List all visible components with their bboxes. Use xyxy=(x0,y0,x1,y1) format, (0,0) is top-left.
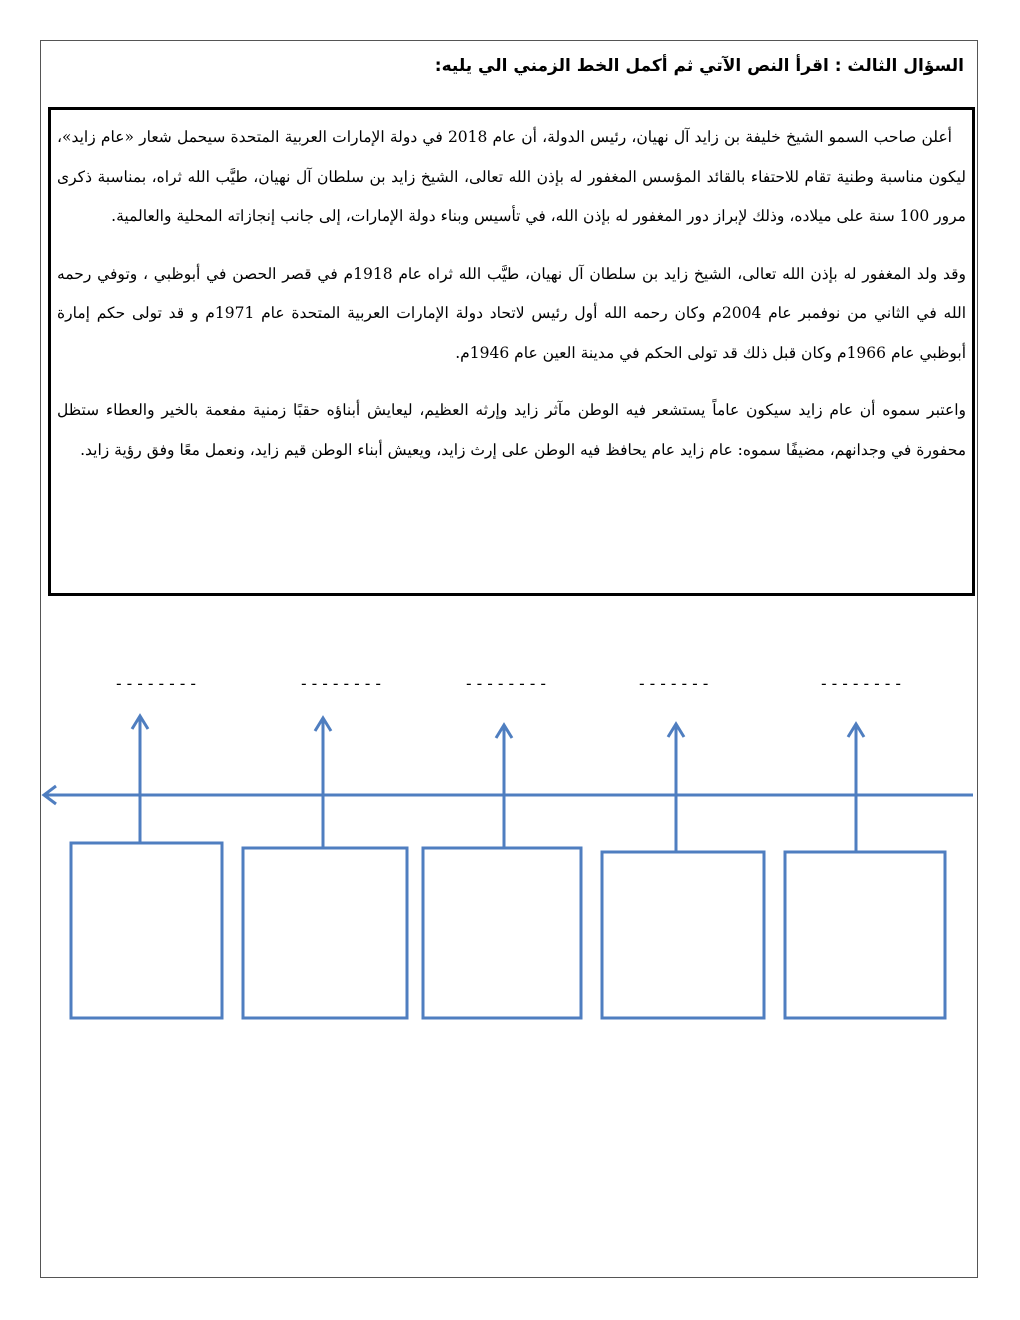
timeline-axis xyxy=(44,786,973,804)
timeline-diagram xyxy=(0,600,1020,1040)
timeline-arrow-2 xyxy=(315,718,331,848)
question-title: السؤال الثالث : اقرأ النص الآتي ثم أكمل الخط الزمني الي يليه: xyxy=(434,56,964,76)
reading-passage xyxy=(48,107,975,596)
timeline-box-5[interactable] xyxy=(785,852,945,1018)
timeline-blank-2[interactable]: -------- xyxy=(299,674,385,693)
timeline-blank-3[interactable]: -------- xyxy=(464,674,550,693)
timeline-arrow-3 xyxy=(496,725,512,848)
timeline-blank-4[interactable]: ------- xyxy=(637,674,712,693)
timeline-arrow-5 xyxy=(848,724,864,852)
timeline-box-1[interactable] xyxy=(71,843,222,1018)
passage-paragraph-3: واعتبر سموه أن عام زايد سيكون عاماً يستشعر فيه الوطن مآثر زايد وإرثه العظيم، ليعايش أبناؤه حقبًا زمنية مفعمة بالخير والعطاء ستظل محفورة في وجدانهم، مضيفًا سموه: عام زايد عام يحافظ فيه الوطن على إرث زايد، ويعيش أبناء الوطن قيم زايد، ونعمل معًا وفق رؤية زايد. xyxy=(57,401,966,459)
timeline-arrow-1 xyxy=(132,716,148,842)
passage-paragraph-2: وقد ولد المغفور له بإذن الله تعالى، الشيخ زايد بن سلطان آل نهيان، طيَّب الله ثراه عام 1918م في قصر الحصن في أبوظبي ، وتوفي رحمه الله في الثاني من نوفمبر عام 2004م وكان رحمه الله أول رئيس لاتحاد دولة الإمارات العربية المتحدة عام 1971م و قد تولى حكم إمارة أبوظبي عام 1966م وكان قبل ذلك قد تولى الحكم في مدينة العين عام 1946م. xyxy=(57,264,966,362)
timeline-box-2[interactable] xyxy=(243,848,407,1018)
timeline-box-4[interactable] xyxy=(602,852,764,1018)
timeline-box-3[interactable] xyxy=(423,848,581,1018)
timeline-blank-5[interactable]: -------- xyxy=(819,674,905,693)
timeline-blank-1[interactable]: -------- xyxy=(114,674,200,693)
passage-paragraph-1: أعلن صاحب السمو الشيخ خليفة بن زايد آل نهيان، رئيس الدولة، أن عام 2018 في دولة الإمارات العربية المتحدة سيحمل شعار «عام زايد»، ليكون مناسبة وطنية تقام للاحتفاء بالقائد المؤسس المغفور له بإذن الله تعالى، الشيخ زايد بن سلطان آل نهيان، طيَّب الله ثراه، بمناسبة ذكرى مرور 100 سنة على ميلاده، وذلك لإبراز دور المغفور له بإذن الله، في تأسيس وبناء دولة الإمارات، إلى جانب إنجازاته المحلية والعالمية. xyxy=(57,128,966,225)
timeline-arrow-4 xyxy=(668,724,684,852)
